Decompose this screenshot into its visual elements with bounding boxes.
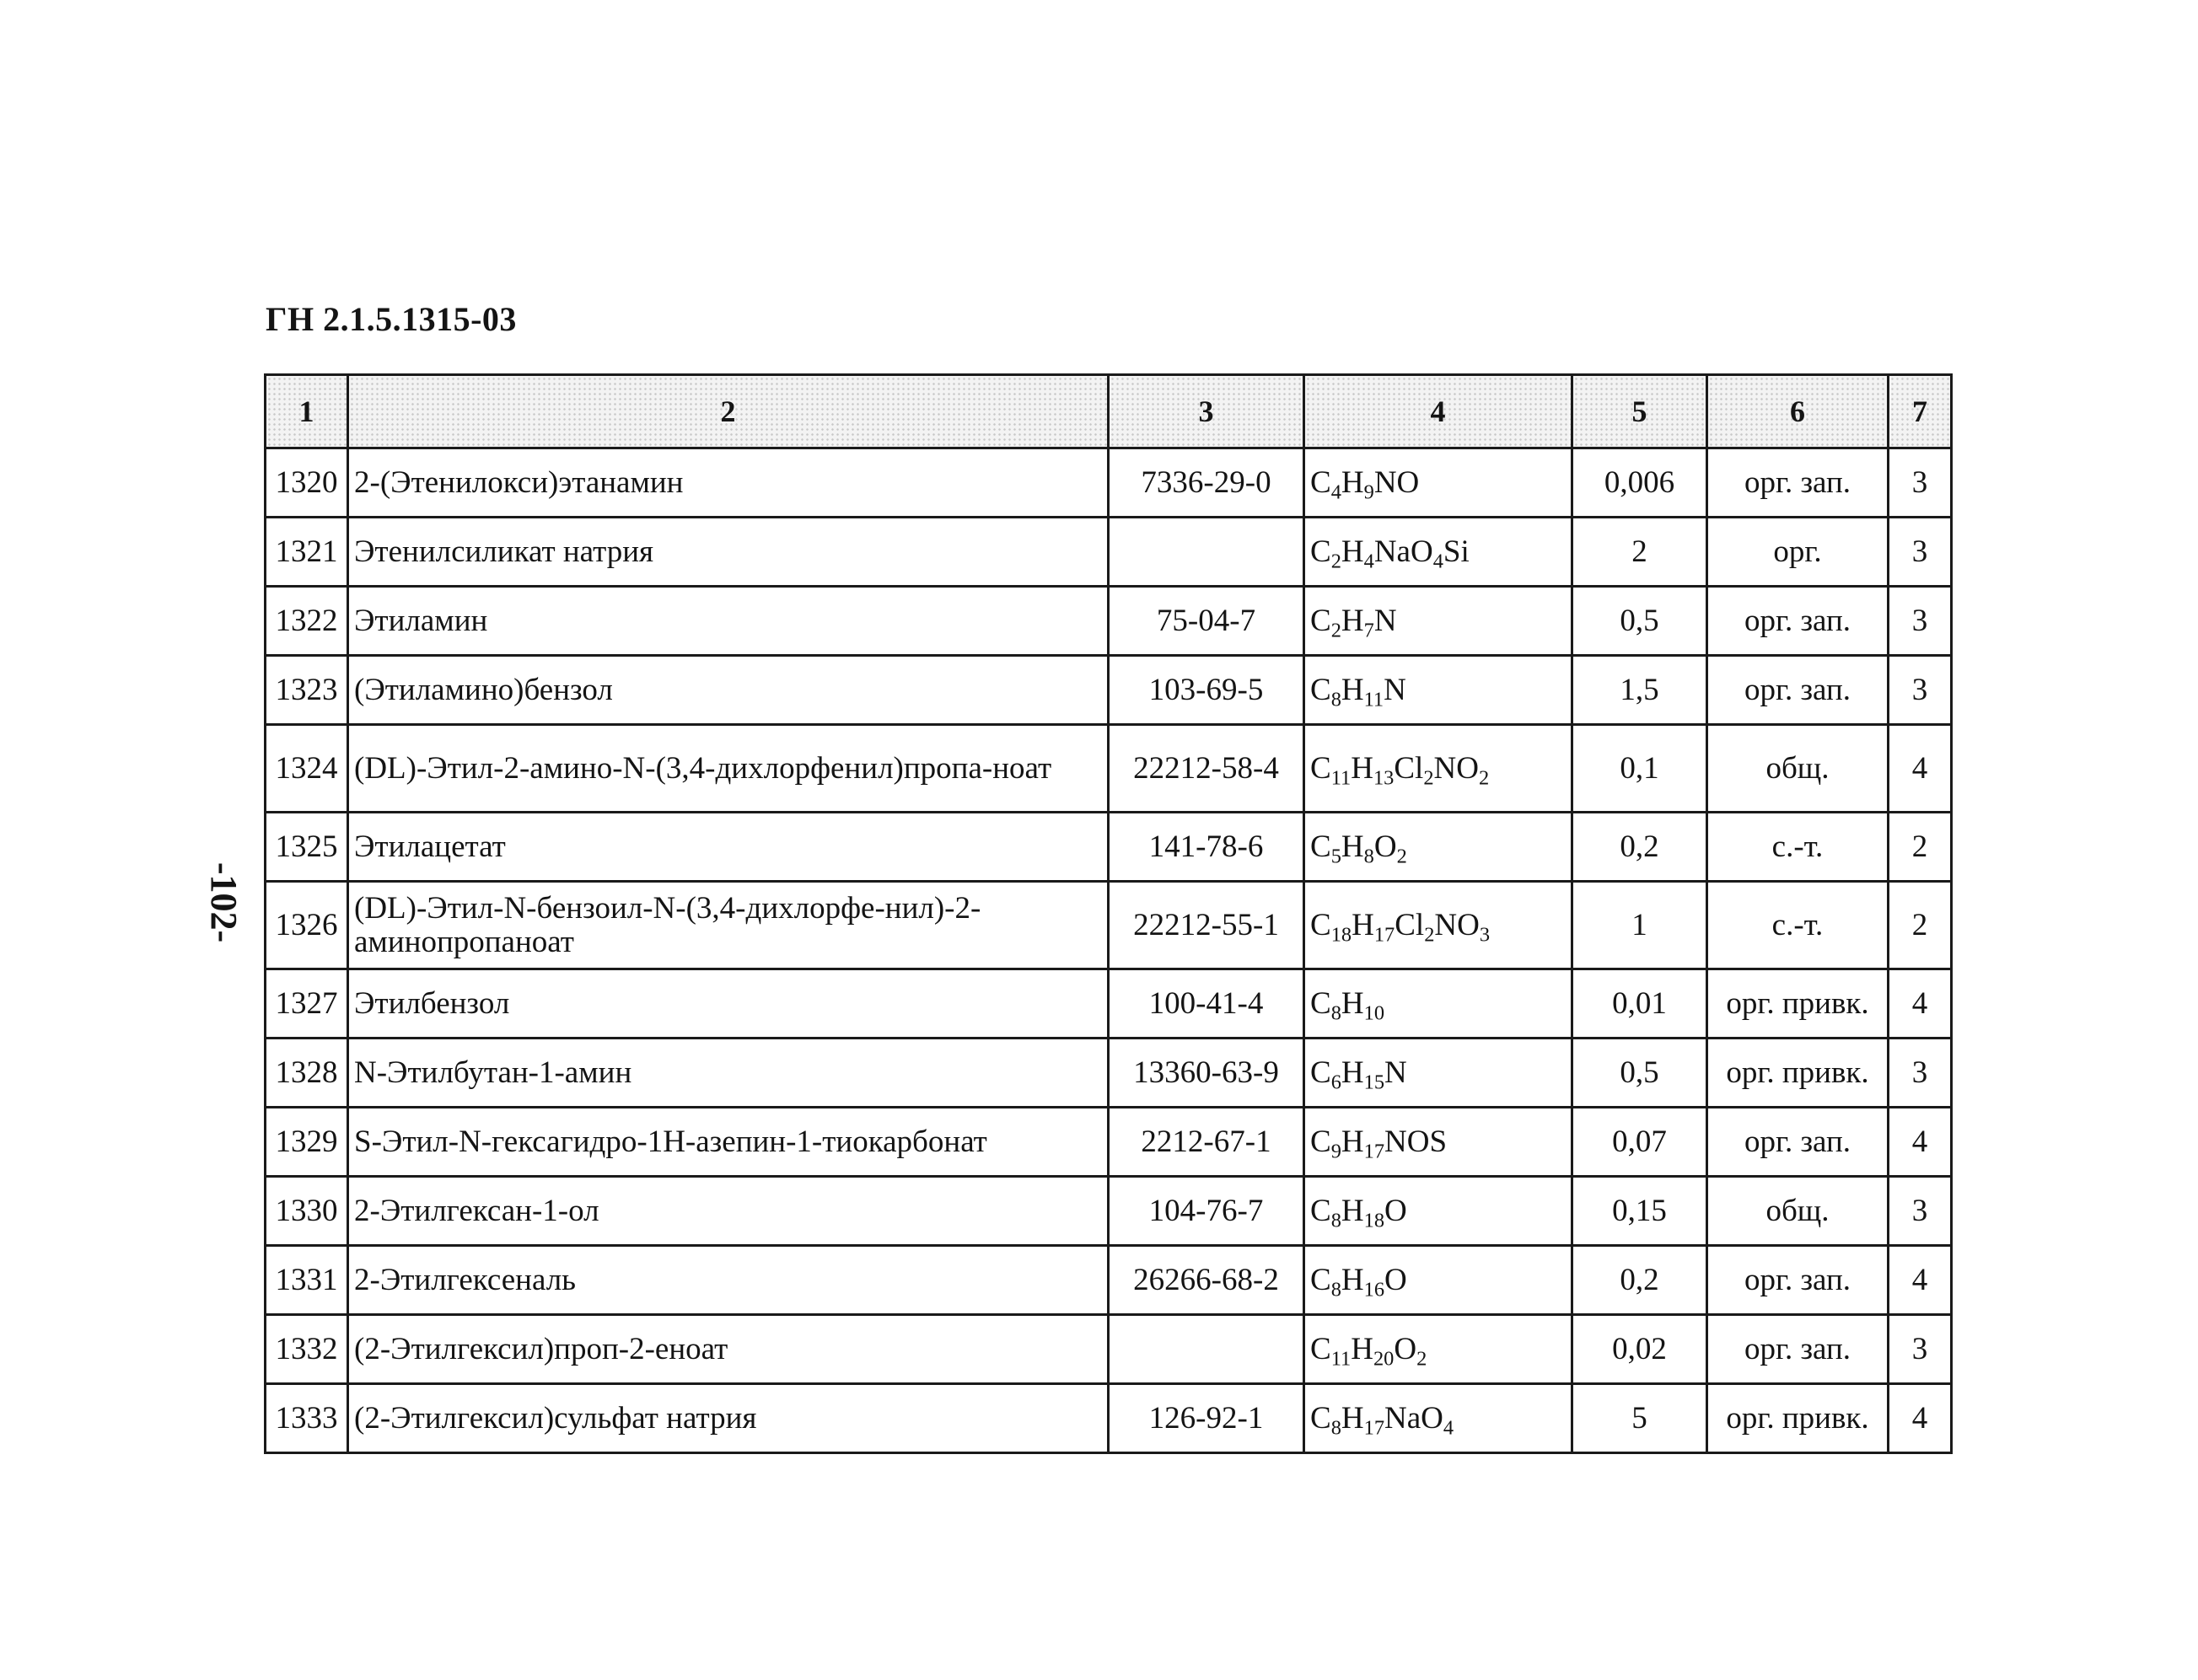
column-header: 2 [348,375,1109,448]
row-number: 1323 [266,656,348,725]
table-row [266,1384,1952,1453]
substances-table [264,373,1953,1454]
row-number: 1332 [266,1315,348,1384]
hazard-class: 2 [1889,813,1952,882]
limit-value: 0,01 [1572,969,1707,1039]
substance-name: (DL)-Этил-N-бензоил-N-(3,4-дихлорфе-нил)-2-аминопропаноат [348,882,1109,969]
table-row [266,656,1952,725]
substance-name: Этиламин [348,587,1109,656]
chemical-formula: $C_2H_4NaO_4Si$ [1304,518,1572,587]
table-row [266,1246,1952,1315]
table-row [266,448,1952,518]
hazard-class: 4 [1889,1108,1952,1177]
limit-value: 5 [1572,1384,1707,1453]
cas-number: 22212-58-4 [1109,725,1304,813]
row-number: 1327 [266,969,348,1039]
limit-value: 0,006 [1572,448,1707,518]
hazard-sign: орг. [1707,518,1889,587]
column-header: 3 [1109,375,1304,448]
limit-value: 0,07 [1572,1108,1707,1177]
hazard-class: 3 [1889,1039,1952,1108]
substance-name: 2-Этилгексан-1-ол [348,1177,1109,1246]
hazard-class: 4 [1889,725,1952,813]
chemical-formula: $C_4H_9NO$ [1304,448,1572,518]
hazard-sign: общ. [1707,1177,1889,1246]
table-row [266,1039,1952,1108]
limit-value: 1 [1572,882,1707,969]
table-row [266,1108,1952,1177]
substance-name: Этилбензол [348,969,1109,1039]
chemical-formula: $C_8H_{16}O$ [1304,1246,1572,1315]
hazard-sign: орг. зап. [1707,1246,1889,1315]
cas-number: 75-04-7 [1109,587,1304,656]
cas-number: 126-92-1 [1109,1384,1304,1453]
column-header: 5 [1572,375,1707,448]
hazard-sign: орг. привк. [1707,1039,1889,1108]
cas-number: 2212-67-1 [1109,1108,1304,1177]
column-header: 1 [266,375,348,448]
chemical-formula: $C_8H_{11}N$ [1304,656,1572,725]
hazard-class: 2 [1889,882,1952,969]
row-number: 1324 [266,725,348,813]
chemical-formula: $C_{18}H_{17}Cl_2NO_3$ [1304,882,1572,969]
row-number: 1333 [266,1384,348,1453]
substance-name: 2-Этилгексеналь [348,1246,1109,1315]
hazard-sign: орг. зап. [1707,656,1889,725]
cas-number: 103-69-5 [1109,656,1304,725]
substance-name: (2-Этилгексил)проп-2-еноат [348,1315,1109,1384]
row-number: 1320 [266,448,348,518]
cas-number [1109,1315,1304,1384]
chemical-formula: $C_6H_{15}N$ [1304,1039,1572,1108]
hazard-class: 3 [1889,448,1952,518]
limit-value: 2 [1572,518,1707,587]
hazard-class: 3 [1889,1177,1952,1246]
substance-name: Этилацетат [348,813,1109,882]
substance-name: 2-(Этенилокси)этанамин [348,448,1109,518]
hazard-class: 4 [1889,1384,1952,1453]
hazard-class: 3 [1889,1315,1952,1384]
table-row [266,1177,1952,1246]
substance-name: (2-Этилгексил)сульфат натрия [348,1384,1109,1453]
table-row [266,969,1952,1039]
limit-value: 0,5 [1572,587,1707,656]
cas-number: 7336-29-0 [1109,448,1304,518]
table-row [266,882,1952,969]
hazard-sign: орг. привк. [1707,969,1889,1039]
hazard-class: 3 [1889,518,1952,587]
limit-value: 0,2 [1572,1246,1707,1315]
table-header-row [266,375,1952,448]
hazard-sign: орг. зап. [1707,448,1889,518]
substance-name: (DL)-Этил-2-амино-N-(3,4-дихлорфенил)пропа-ноат [348,725,1109,813]
table-row [266,518,1952,587]
row-number: 1321 [266,518,348,587]
chemical-formula: $C_8H_{10}$ [1304,969,1572,1039]
hazard-sign: орг. зап. [1707,1108,1889,1177]
hazard-sign: общ. [1707,725,1889,813]
limit-value: 0,15 [1572,1177,1707,1246]
table-row [266,813,1952,882]
hazard-class: 3 [1889,587,1952,656]
limit-value: 0,1 [1572,725,1707,813]
column-header: 6 [1707,375,1889,448]
chemical-formula: $C_8H_{17}NaO_4$ [1304,1384,1572,1453]
column-header: 7 [1889,375,1952,448]
cas-number: 26266-68-2 [1109,1246,1304,1315]
limit-value: 0,02 [1572,1315,1707,1384]
chemical-formula: $C_9H_{17}NOS$ [1304,1108,1572,1177]
hazard-sign: орг. привк. [1707,1384,1889,1453]
row-number: 1329 [266,1108,348,1177]
chemical-formula: $C_8H_{18}O$ [1304,1177,1572,1246]
hazard-class: 4 [1889,1246,1952,1315]
cas-number: 100-41-4 [1109,969,1304,1039]
limit-value: 0,2 [1572,813,1707,882]
hazard-sign: орг. зап. [1707,587,1889,656]
hazard-sign: с.-т. [1707,882,1889,969]
row-number: 1331 [266,1246,348,1315]
cas-number [1109,518,1304,587]
limit-value: 1,5 [1572,656,1707,725]
document-code: ГН 2.1.5.1315-03 [266,300,517,338]
substance-name: (Этиламино)бензол [348,656,1109,725]
table-body [266,448,1952,1453]
chemical-formula: $C_{11}H_{13}Cl_2NO_2$ [1304,725,1572,813]
table-row [266,1315,1952,1384]
table-row [266,725,1952,813]
substance-name: S-Этил-N-гексагидро-1H-азепин-1-тиокарбонат [348,1108,1109,1177]
hazard-class: 3 [1889,656,1952,725]
hazard-class: 4 [1889,969,1952,1039]
column-header: 4 [1304,375,1572,448]
chemical-formula: $C_2H_7N$ [1304,587,1572,656]
chemical-formula: $C_5H_8O_2$ [1304,813,1572,882]
table-row [266,587,1952,656]
hazard-sign: с.-т. [1707,813,1889,882]
row-number: 1326 [266,882,348,969]
substance-name: N-Этилбутан-1-амин [348,1039,1109,1108]
row-number: 1328 [266,1039,348,1108]
row-number: 1325 [266,813,348,882]
chemical-formula: $C_{11}H_{20}O_2$ [1304,1315,1572,1384]
cas-number: 104-76-7 [1109,1177,1304,1246]
limit-value: 0,5 [1572,1039,1707,1108]
hazard-sign: орг. зап. [1707,1315,1889,1384]
cas-number: 22212-55-1 [1109,882,1304,969]
substance-name: Этенилсиликат натрия [348,518,1109,587]
row-number: 1322 [266,587,348,656]
row-number: 1330 [266,1177,348,1246]
page-number: -102- [203,861,245,943]
cas-number: 13360-63-9 [1109,1039,1304,1108]
cas-number: 141-78-6 [1109,813,1304,882]
